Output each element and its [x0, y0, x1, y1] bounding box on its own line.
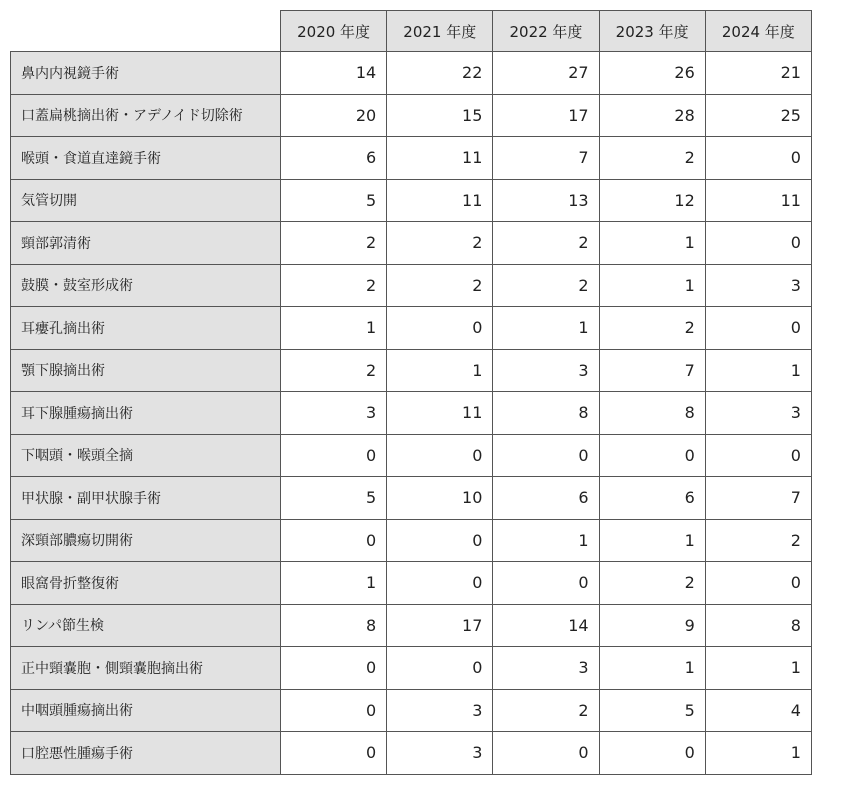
table-cell: 0: [705, 137, 811, 180]
table-cell: 0: [281, 519, 387, 562]
table-row: [11, 519, 812, 562]
table-cell: 3: [387, 689, 493, 732]
table-cell: 10: [387, 477, 493, 520]
table-cell: 11: [387, 392, 493, 435]
header-row: [11, 11, 812, 52]
table-cell: 2: [281, 264, 387, 307]
table-cell: 5: [599, 689, 705, 732]
table-cell: 2: [705, 519, 811, 562]
table-cell: 2: [387, 264, 493, 307]
table-cell: 14: [493, 604, 599, 647]
table-cell: 0: [493, 434, 599, 477]
table-row: [11, 477, 812, 520]
table-header: [11, 11, 812, 52]
table-cell: 3: [493, 349, 599, 392]
table-row: [11, 307, 812, 350]
table-cell: 5: [281, 179, 387, 222]
table-cell: 2: [387, 222, 493, 265]
table-cell: 1: [705, 732, 811, 775]
table-cell: 1: [599, 647, 705, 690]
table-row: [11, 562, 812, 605]
row-label: 下咽頭・喉頭全摘: [11, 434, 281, 477]
table-cell: 1: [281, 307, 387, 350]
row-label: 気管切開: [11, 179, 281, 222]
row-label: 深頸部膿瘍切開術: [11, 519, 281, 562]
table-cell: 0: [493, 562, 599, 605]
table-cell: 1: [705, 349, 811, 392]
column-header: 2024 年度: [705, 11, 811, 52]
row-label: 顎下腺摘出術: [11, 349, 281, 392]
table-row: [11, 264, 812, 307]
table-cell: 0: [599, 434, 705, 477]
table-cell: 0: [281, 732, 387, 775]
table-cell: 8: [281, 604, 387, 647]
table-cell: 7: [493, 137, 599, 180]
table-row: [11, 94, 812, 137]
table-cell: 1: [705, 647, 811, 690]
table-cell: 0: [705, 307, 811, 350]
column-header: 2022 年度: [493, 11, 599, 52]
table-cell: 7: [599, 349, 705, 392]
row-label: 鼓膜・鼓室形成術: [11, 264, 281, 307]
surgery-count-table: [10, 10, 812, 775]
row-label: 頸部郭清術: [11, 222, 281, 265]
table-cell: 0: [281, 647, 387, 690]
table-cell: 1: [281, 562, 387, 605]
column-header: 2023 年度: [599, 11, 705, 52]
table-cell: 1: [493, 519, 599, 562]
row-label: 正中頸嚢胞・側頸嚢胞摘出術: [11, 647, 281, 690]
table-cell: 2: [281, 349, 387, 392]
table-row: [11, 434, 812, 477]
row-label: 耳瘻孔摘出術: [11, 307, 281, 350]
table-cell: 0: [387, 434, 493, 477]
table-row: [11, 179, 812, 222]
table-cell: 15: [387, 94, 493, 137]
table-row: [11, 392, 812, 435]
table-cell: 11: [387, 137, 493, 180]
table-cell: 2: [493, 689, 599, 732]
table-cell: 3: [387, 732, 493, 775]
table-cell: 0: [705, 222, 811, 265]
table-cell: 8: [493, 392, 599, 435]
table-cell: 3: [705, 392, 811, 435]
row-label: 鼻内内視鏡手術: [11, 52, 281, 95]
table-cell: 0: [387, 519, 493, 562]
table-cell: 0: [705, 434, 811, 477]
table-cell: 2: [599, 307, 705, 350]
table-cell: 0: [705, 562, 811, 605]
table-cell: 6: [281, 137, 387, 180]
table-cell: 21: [705, 52, 811, 95]
table-cell: 0: [599, 732, 705, 775]
table-cell: 17: [493, 94, 599, 137]
table-cell: 2: [281, 222, 387, 265]
table-cell: 1: [387, 349, 493, 392]
table-cell: 22: [387, 52, 493, 95]
table-cell: 27: [493, 52, 599, 95]
table-cell: 6: [493, 477, 599, 520]
table-row: [11, 732, 812, 775]
table-cell: 11: [705, 179, 811, 222]
column-header: 2020 年度: [281, 11, 387, 52]
table-cell: 2: [493, 264, 599, 307]
table-row: [11, 349, 812, 392]
table-cell: 1: [493, 307, 599, 350]
row-label: 喉頭・食道直達鏡手術: [11, 137, 281, 180]
table-cell: 1: [599, 222, 705, 265]
table-cell: 2: [599, 137, 705, 180]
table-row: [11, 52, 812, 95]
table-cell: 13: [493, 179, 599, 222]
row-label: 口蓋扁桃摘出術・アデノイド切除術: [11, 94, 281, 137]
table-body: [11, 52, 812, 775]
table-cell: 12: [599, 179, 705, 222]
table-cell: 0: [493, 732, 599, 775]
header-corner-cell: [11, 11, 281, 52]
table-cell: 2: [599, 562, 705, 605]
table-cell: 20: [281, 94, 387, 137]
table-cell: 9: [599, 604, 705, 647]
table-cell: 0: [387, 562, 493, 605]
table-cell: 5: [281, 477, 387, 520]
table-cell: 28: [599, 94, 705, 137]
table-row: [11, 137, 812, 180]
column-header: 2021 年度: [387, 11, 493, 52]
table-cell: 25: [705, 94, 811, 137]
table-cell: 17: [387, 604, 493, 647]
table-row: [11, 689, 812, 732]
table-cell: 7: [705, 477, 811, 520]
table-cell: 3: [281, 392, 387, 435]
row-label: 口腔悪性腫瘍手術: [11, 732, 281, 775]
row-label: 眼窩骨折整復術: [11, 562, 281, 605]
table-cell: 6: [599, 477, 705, 520]
table-cell: 2: [493, 222, 599, 265]
row-label: リンパ節生検: [11, 604, 281, 647]
table-cell: 11: [387, 179, 493, 222]
table-cell: 8: [705, 604, 811, 647]
table-cell: 8: [599, 392, 705, 435]
table-cell: 4: [705, 689, 811, 732]
table-cell: 1: [599, 519, 705, 562]
table-cell: 0: [281, 689, 387, 732]
row-label: 耳下腺腫瘍摘出術: [11, 392, 281, 435]
table-row: [11, 222, 812, 265]
table-cell: 3: [493, 647, 599, 690]
table-cell: 0: [281, 434, 387, 477]
table-row: [11, 647, 812, 690]
row-label: 甲状腺・副甲状腺手術: [11, 477, 281, 520]
row-label: 中咽頭腫瘍摘出術: [11, 689, 281, 732]
table-cell: 3: [705, 264, 811, 307]
table-cell: 0: [387, 307, 493, 350]
table-cell: 1: [599, 264, 705, 307]
table-cell: 14: [281, 52, 387, 95]
table-cell: 26: [599, 52, 705, 95]
table-row: [11, 604, 812, 647]
table-cell: 0: [387, 647, 493, 690]
